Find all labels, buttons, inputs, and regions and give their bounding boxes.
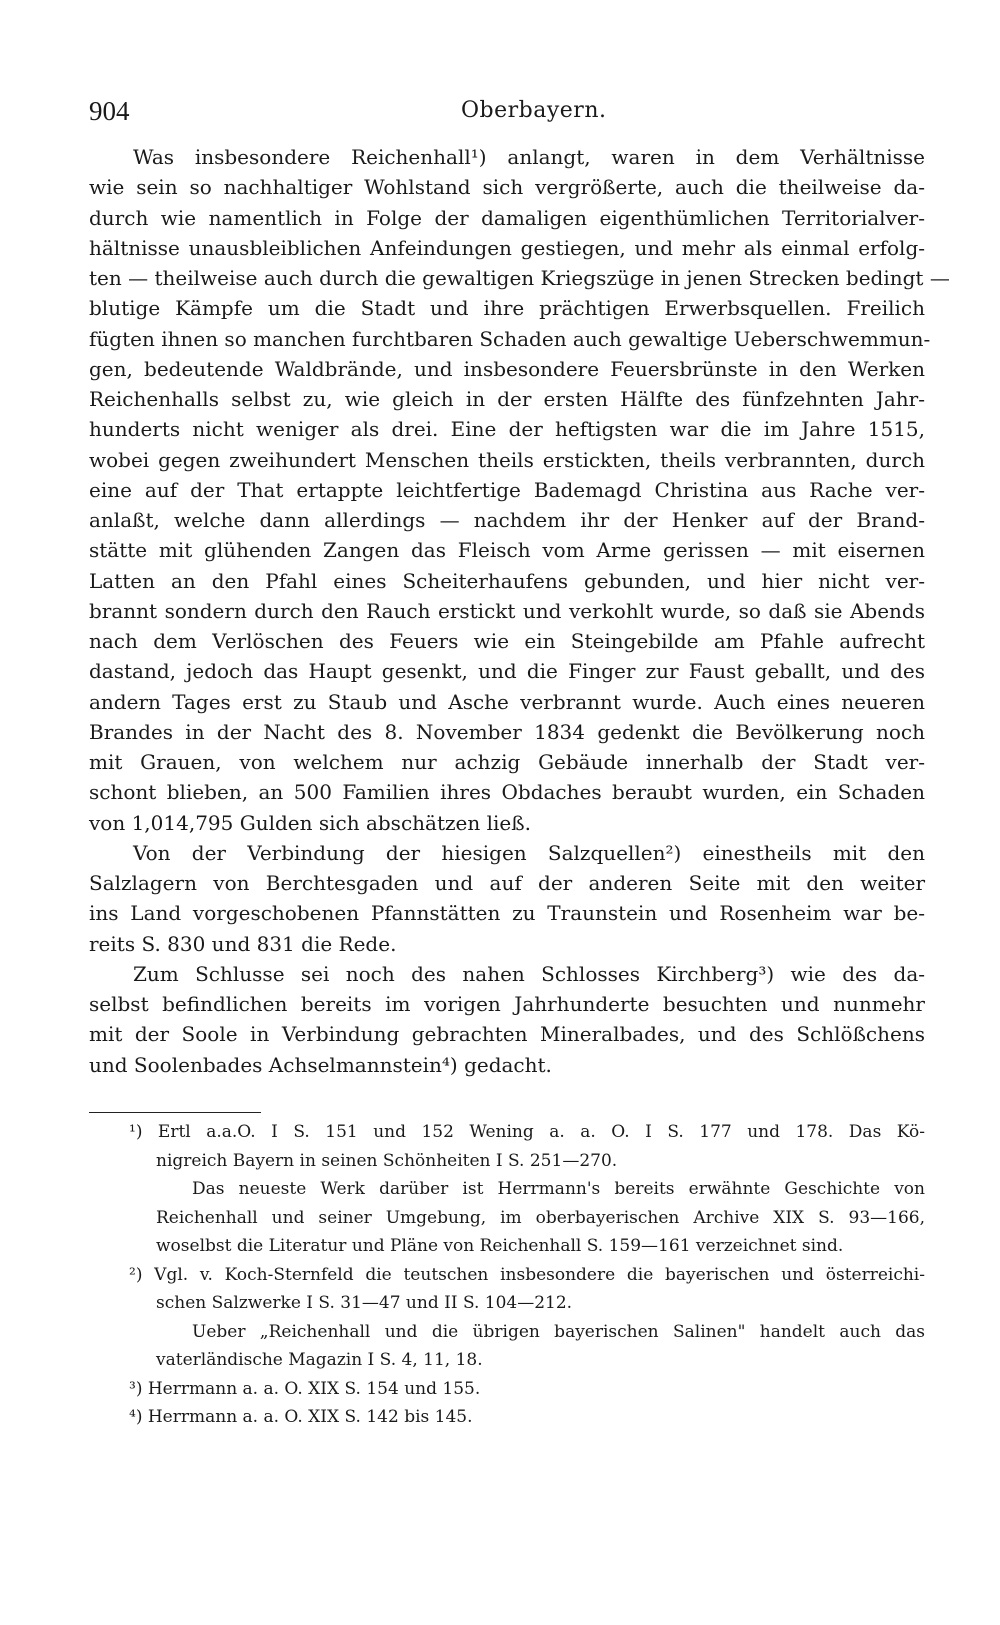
text-line: mit Grauen, von welchem nur achzig Gebäude innerhalb der Stadt ver- [89,750,925,774]
footnote-line: nigreich Bayern in seinen Schönheiten I S. 251—270. [156,1150,618,1171]
footnote-divider [89,1112,261,1113]
text-line: Was insbesondere Reichenhall¹) anlangt, waren in dem Verhältnisse [133,145,925,169]
text-line: stätte mit glühenden Zangen das Fleisch vom Arme gerissen — mit eisernen [89,538,925,563]
text-line: ins Land vorgeschobenen Pfannstätten zu Traunstein und Rosenheim war be- [89,901,925,926]
text-line: von 1,014,795 Gulden sich abschätzen ließ. [89,810,531,835]
text-line: und Soolenbades Achselmannstein⁴) gedacht. [89,1052,552,1077]
text-line: gen, bedeutende Waldbrände, und insbesondere Feuersbrünste in den Werken [89,356,925,381]
footnote-line: Ueber „Reichenhall und die übrigen bayerischen Salinen" handelt auch das [192,1321,925,1342]
text-line: fügten ihnen so manchen furchtbaren Schaden auch gewaltige Ueberschwemmun- [89,326,931,351]
text-line: blutige Kämpfe um die Stadt und ihre prächtigen Erwerbsquellen. Freilich [89,296,925,321]
text-line: selbst befindlichen bereits im vorigen Jahrhunderte besuchten und nunmehr [89,992,925,1016]
footnote-line: ¹) Ertl a.a.O. I S. 151 und 152 Wening a. a. O. I S. 177 und 178. Das Kö- [129,1122,925,1142]
text-line: eine auf der That ertappte leichtfertige Bademagd Christina aus Rache ver- [89,477,925,502]
text-line: brannt sondern durch den Rauch erstickt und verkohlt wurde, so daß sie Abends [89,598,925,623]
text-line: wobei gegen zweihundert Menschen theils erstickten, theils verbrannten, durch [89,447,925,472]
page-header [89,96,925,136]
text-line: ten — theilweise auch durch die gewaltigen Kriegszüge in jenen Strecken bedingt — [89,266,950,290]
footnote-line: Reichenhall und seiner Umgebung, im oberbayerischen Archive XIX S. 93—166, [156,1207,925,1228]
footnote-line: schen Salzwerke I S. 31—47 und II S. 104—212. [156,1293,573,1313]
text-line: durch wie namentlich in Folge der damaligen eigenthümlichen Territorialver- [89,205,925,230]
footnotes [129,1118,925,1432]
page-number: 904 [89,96,130,126]
text-line: Latten an den Pfahl eines Scheiterhaufens gebunden, und hier nicht ver- [89,568,925,593]
footnote-line: ³) Herrmann a. a. O. XIX S. 154 und 155. [129,1378,481,1399]
footnote-line: vaterländische Magazin I S. 4, 11, 18. [156,1350,483,1370]
text-line: anlaßt, welche dann allerdings — nachdem ihr der Henker auf der Brand- [89,508,925,532]
footnote-line: ²) Vgl. v. Koch-Sternfeld die teutschen insbesondere die bayerischen und österreichi- [129,1264,925,1285]
text-line: Reichenhalls selbst zu, wie gleich in der ersten Hälfte des fünfzehnten Jahr- [89,387,925,411]
text-line: Brandes in der Nacht des 8. November 1834 gedenkt die Bevölkerung noch [89,719,925,744]
text-line: nach dem Verlöschen des Feuers wie ein Steingebilde am Pfahle aufrecht [89,629,925,653]
text-line: Salzlagern von Berchtesgaden und auf der anderen Seite mit den weiter [89,871,925,895]
text-line: andern Tages erst zu Staub und Asche verbrannt wurde. Auch eines neueren [89,689,925,714]
text-line: reits S. 830 und 831 die Rede. [89,931,397,956]
text-line: hunderts nicht weniger als drei. Eine der heftigsten war die im Jahre 1515, [89,417,925,442]
text-line: mit der Soole in Verbindung gebrachten Mineralbades, und des Schlößchens [89,1022,925,1047]
main-text [89,142,950,1080]
footnote-line: woselbst die Literatur und Pläne von Reichenhall S. 159—161 verzeichnet sind. [156,1236,844,1256]
text-line: wie sein so nachhaltiger Wohlstand sich vergrößerte, auch die theilweise da- [89,175,925,200]
text-line: hältnisse unausbleiblichen Anfeindungen gestiegen, und mehr als einmal erfolg- [89,235,925,260]
text-line: Zum Schlusse sei noch des nahen Schlosses Kirchberg³) wie des da- [133,961,925,986]
text-line: dastand, jedoch das Haupt gesenkt, und die Finger zur Faust geballt, und des [89,659,925,684]
footnote-line: ⁴) Herrmann a. a. O. XIX S. 142 bis 145. [129,1407,473,1427]
footnote-line: Das neueste Werk darüber ist Herrmann's bereits erwähnte Geschichte von [192,1179,925,1199]
text-line: schont blieben, an 500 Familien ihres Obdaches beraubt wurden, ein Schaden [89,780,925,805]
running-head: Oberbayern. [461,98,607,123]
text-line: Von der Verbindung der hiesigen Salzquellen²) einestheils mit den [133,840,925,865]
